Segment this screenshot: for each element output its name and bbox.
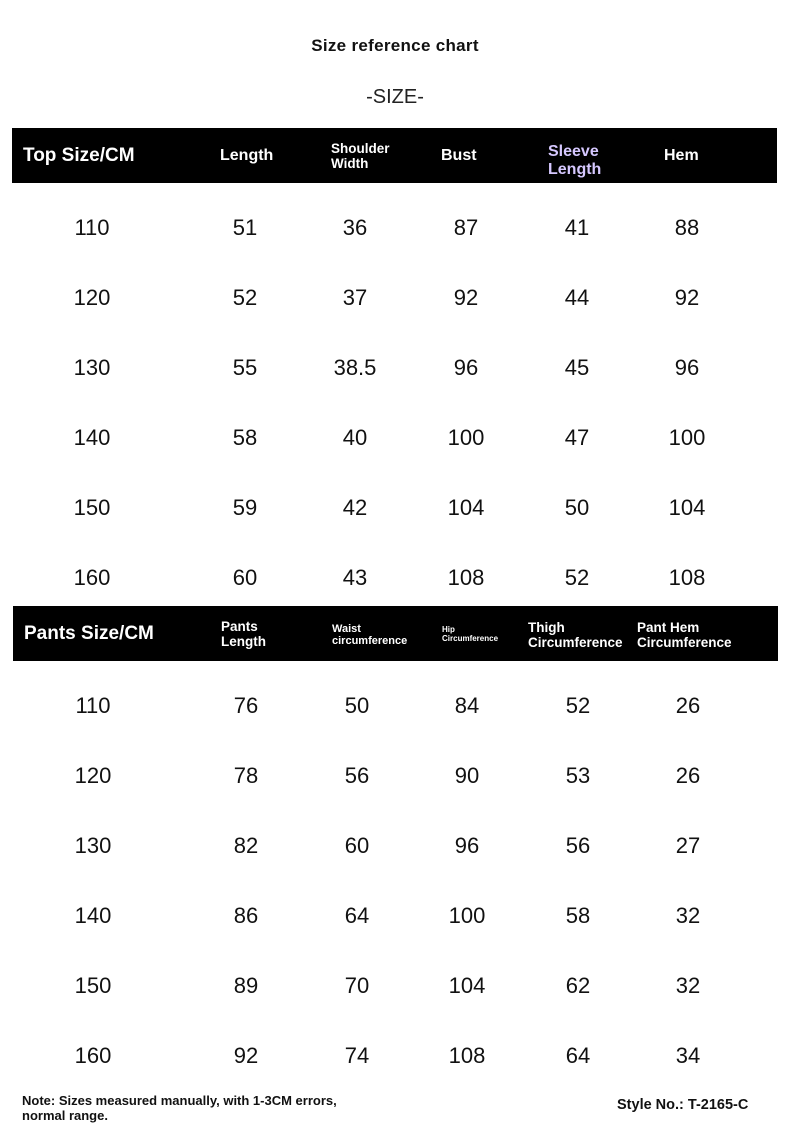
table-cell: 87 xyxy=(453,215,479,240)
page-title: Size reference chart xyxy=(311,36,479,55)
table-cell: 60 xyxy=(232,565,258,590)
table-cell: 50 xyxy=(344,693,370,718)
table-row xyxy=(0,831,790,861)
pants-thigh-header-line2: Circumference xyxy=(528,634,623,650)
table-cell: 52 xyxy=(564,565,590,590)
top-table-header xyxy=(12,128,777,183)
table-row xyxy=(0,761,790,791)
table-cell: 52 xyxy=(232,285,258,310)
pants-hem-header-line1: Pant Hem xyxy=(637,620,700,635)
top-sleeve-header xyxy=(548,143,601,178)
table-cell: 40 xyxy=(342,425,368,450)
pants-thigh-header-line1: Thigh xyxy=(528,620,565,635)
table-cell: 92 xyxy=(674,285,700,310)
table-cell: 110 xyxy=(74,215,110,240)
table-row xyxy=(0,423,790,453)
table-cell: 27 xyxy=(675,833,701,858)
pants-hip-header-line1: Hip xyxy=(442,625,455,634)
measurement-note: Note: Sizes measured manually, with 1-3CM errors, normal range. xyxy=(22,1093,337,1123)
table-cell: 36 xyxy=(342,215,368,240)
pants-length-header-line1: Pants xyxy=(221,619,258,634)
table-cell: 90 xyxy=(454,763,480,788)
pants-table-header xyxy=(13,606,778,661)
table-cell: 110 xyxy=(75,693,111,718)
pants-thigh-header xyxy=(528,621,623,651)
top-length-header: Length xyxy=(220,147,274,164)
table-cell: 86 xyxy=(233,903,259,928)
table-cell: 38.5 xyxy=(333,355,377,380)
table-cell: 100 xyxy=(448,903,486,928)
pants-waist-header-line1: Waist xyxy=(332,623,361,635)
table-cell: 53 xyxy=(565,763,591,788)
table-cell: 62 xyxy=(565,973,591,998)
table-cell: 43 xyxy=(342,565,368,590)
table-cell: 55 xyxy=(232,355,258,380)
table-cell: 74 xyxy=(344,1043,370,1068)
table-cell: 108 xyxy=(668,565,706,590)
table-cell: 120 xyxy=(73,285,111,310)
pants-hip-header-line2: Circumference xyxy=(442,633,499,643)
pants-size-header: Pants Size/CM xyxy=(24,623,154,644)
table-cell: 92 xyxy=(233,1043,259,1068)
pants-hem-header-line2: Circumference xyxy=(637,634,732,650)
table-cell: 100 xyxy=(668,425,706,450)
pants-length-header xyxy=(221,620,266,650)
table-cell: 64 xyxy=(565,1043,591,1068)
table-cell: 88 xyxy=(674,215,700,240)
top-shoulder-header-line1: Shoulder xyxy=(331,141,390,156)
table-cell: 44 xyxy=(564,285,590,310)
table-row xyxy=(0,971,790,1001)
table-cell: 140 xyxy=(73,425,111,450)
table-cell: 130 xyxy=(73,355,111,380)
table-cell: 64 xyxy=(344,903,370,928)
top-hem-header: Hem xyxy=(664,147,699,164)
table-cell: 120 xyxy=(74,763,112,788)
page-subtitle: -SIZE- xyxy=(366,86,424,108)
table-cell: 104 xyxy=(447,495,485,520)
pants-waist-header xyxy=(332,623,407,647)
top-sleeve-header-line1: Sleeve xyxy=(548,143,599,160)
table-cell: 32 xyxy=(675,903,701,928)
table-cell: 41 xyxy=(564,215,590,240)
table-cell: 82 xyxy=(233,833,259,858)
table-cell: 47 xyxy=(564,425,590,450)
table-cell: 160 xyxy=(74,1043,112,1068)
table-row xyxy=(0,1041,790,1071)
table-cell: 34 xyxy=(675,1043,701,1068)
table-cell: 92 xyxy=(453,285,479,310)
table-row xyxy=(0,563,790,593)
table-cell: 37 xyxy=(342,285,368,310)
table-cell: 52 xyxy=(565,693,591,718)
table-cell: 26 xyxy=(675,763,701,788)
table-cell: 150 xyxy=(74,973,112,998)
top-sleeve-header-line2: Length xyxy=(548,160,602,178)
table-cell: 70 xyxy=(344,973,370,998)
table-cell: 160 xyxy=(73,565,111,590)
table-cell: 104 xyxy=(668,495,706,520)
table-cell: 56 xyxy=(344,763,370,788)
table-cell: 42 xyxy=(342,495,368,520)
table-cell: 104 xyxy=(448,973,486,998)
table-row xyxy=(0,283,790,313)
table-cell: 26 xyxy=(675,693,701,718)
table-cell: 60 xyxy=(344,833,370,858)
top-shoulder-header-line2: Width xyxy=(331,155,369,171)
style-number: Style No.: T-2165-C xyxy=(617,1097,749,1113)
table-cell: 58 xyxy=(565,903,591,928)
table-cell: 130 xyxy=(74,833,112,858)
table-row xyxy=(0,213,790,243)
table-cell: 108 xyxy=(447,565,485,590)
table-cell: 96 xyxy=(454,833,480,858)
table-cell: 84 xyxy=(454,693,480,718)
table-cell: 96 xyxy=(674,355,700,380)
table-row xyxy=(0,493,790,523)
pants-length-header-line2: Length xyxy=(221,633,266,649)
table-cell: 56 xyxy=(565,833,591,858)
table-row xyxy=(0,353,790,383)
table-cell: 58 xyxy=(232,425,258,450)
table-cell: 150 xyxy=(73,495,111,520)
table-cell: 78 xyxy=(233,763,259,788)
table-cell: 140 xyxy=(74,903,112,928)
pants-hem-header xyxy=(637,621,732,651)
table-cell: 32 xyxy=(675,973,701,998)
table-cell: 51 xyxy=(232,215,258,240)
table-cell: 96 xyxy=(453,355,479,380)
pants-waist-header-line2: circumference xyxy=(332,635,408,648)
table-cell: 76 xyxy=(233,693,259,718)
table-row xyxy=(0,691,790,721)
top-size-header: Top Size/CM xyxy=(23,145,135,166)
table-row xyxy=(0,901,790,931)
table-cell: 50 xyxy=(564,495,590,520)
table-cell: 108 xyxy=(448,1043,486,1068)
top-shoulder-header xyxy=(331,142,390,172)
table-cell: 45 xyxy=(564,355,590,380)
pants-hip-header xyxy=(442,626,498,644)
table-cell: 59 xyxy=(232,495,258,520)
top-bust-header: Bust xyxy=(441,147,477,164)
table-cell: 89 xyxy=(233,973,259,998)
table-cell: 100 xyxy=(447,425,485,450)
